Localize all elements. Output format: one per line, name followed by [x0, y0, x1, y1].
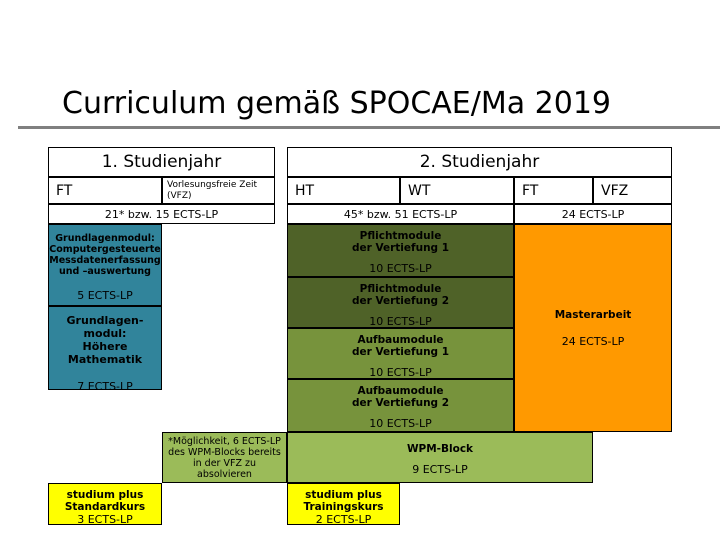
- module-name: Grundlagen-modul: Höhere Mathematik: [66, 314, 144, 366]
- year1-ects: 21* bzw. 15 ECTS-LP: [48, 204, 275, 224]
- year2-ects-right: 24 ECTS-LP: [514, 204, 672, 224]
- title-divider: [18, 126, 720, 129]
- module-grundlagen-mathematik: [48, 306, 162, 390]
- year2-ects-left: 45* bzw. 51 ECTS-LP: [287, 204, 514, 224]
- module-name: Aufbaumodule der Vertiefung 2: [351, 385, 450, 409]
- module-pflicht-2: [287, 277, 514, 328]
- module-studium-plus-training: [287, 483, 400, 525]
- module-aufbau-1: [287, 328, 514, 379]
- wpm-note: *Möglichkeit, 6 ECTS-LP des WPM-Blocks bereits in der VFZ zu absolvieren: [162, 432, 287, 483]
- module-ects: 9 ECTS-LP: [412, 463, 468, 476]
- year2-ft: FT: [514, 177, 593, 204]
- year2-wt: WT: [400, 177, 514, 204]
- module-ects: 3 ECTS-LP: [77, 513, 133, 525]
- module-name: studium plus Trainingskurs: [303, 489, 384, 513]
- module-ects: 10 ECTS-LP: [369, 366, 432, 379]
- module-studium-plus-standard: [48, 483, 162, 525]
- year1-header: 1. Studienjahr: [48, 147, 275, 177]
- year2-header: 2. Studienjahr: [287, 147, 672, 177]
- module-ects: 24 ECTS-LP: [561, 334, 625, 348]
- module-name: Aufbaumodule der Vertiefung 1: [351, 334, 450, 358]
- module-grundlagen-messdaten: [48, 224, 162, 306]
- module-masterarbeit: [514, 224, 672, 432]
- module-ects: 2 ECTS-LP: [315, 513, 372, 525]
- module-ects: 10 ECTS-LP: [369, 315, 432, 328]
- module-wpm-block: [287, 432, 593, 483]
- module-name: studium plus Standardkurs: [64, 489, 146, 513]
- module-name: WPM-Block: [406, 443, 474, 455]
- module-name: Grundlagenmodul: Computergesteuerte Messdatenerfassung und –auswertung: [49, 233, 161, 277]
- module-name: Pflichtmodule der Vertiefung 2: [351, 283, 450, 307]
- module-name: Masterarbeit: [554, 308, 632, 321]
- module-pflicht-1: [287, 224, 514, 277]
- module-ects: 10 ECTS-LP: [369, 262, 432, 275]
- page-title: Curriculum gemäß SPOCAE/Ma 2019: [62, 86, 612, 121]
- module-name: Pflichtmodule der Vertiefung 1: [351, 230, 450, 254]
- module-ects: 5 ECTS-LP: [77, 289, 133, 302]
- module-aufbau-2: [287, 379, 514, 432]
- year1-vfz: Vorlesungsfreie Zeit (VFZ): [162, 177, 275, 204]
- module-ects: 7 ECTS-LP: [77, 380, 133, 390]
- module-ects: 10 ECTS-LP: [369, 417, 432, 430]
- year2-ht: HT: [287, 177, 400, 204]
- year2-vfz: VFZ: [593, 177, 672, 204]
- year1-ft: FT: [48, 177, 162, 204]
